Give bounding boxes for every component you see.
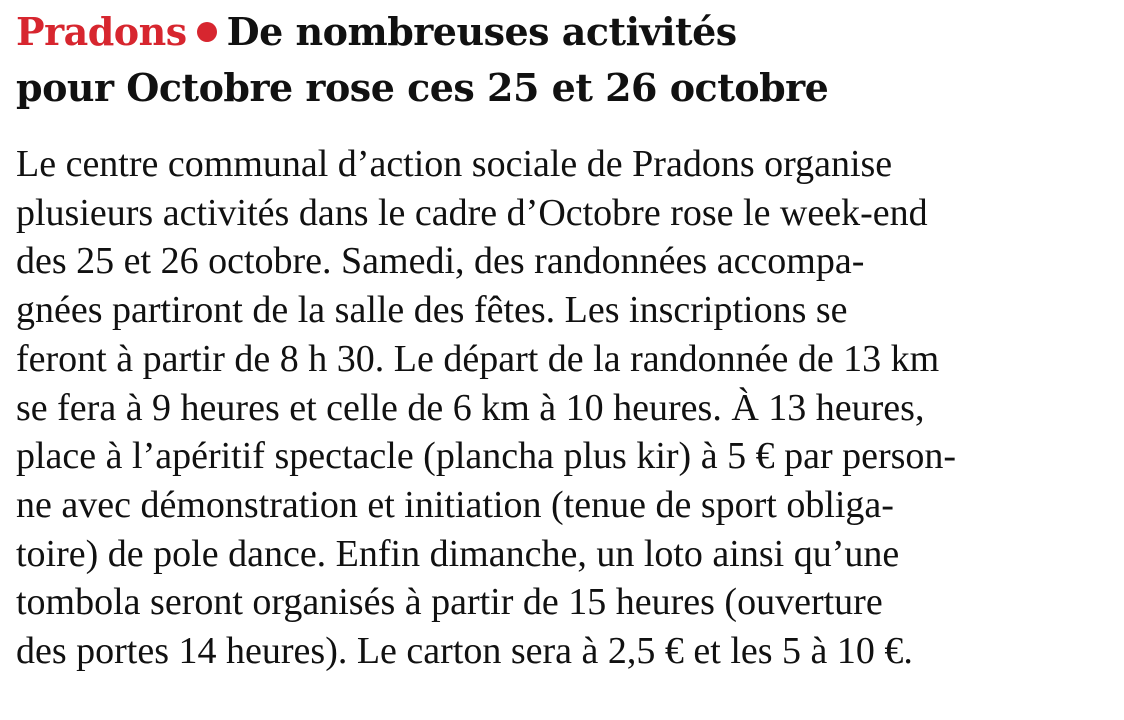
body-line: gnées partiront de la salle des fêtes. Les inscriptions se xyxy=(16,289,848,332)
body-line: tombola seront organisés à partir de 15 heures (ouverture xyxy=(16,581,883,624)
article-body xyxy=(16,140,1116,676)
body-line: se fera à 9 heures et celle de 6 km à 10 heures. À 13 heures, xyxy=(16,386,925,429)
headline-title-line-2: pour Octobre rose ces 25 et 26 octobre xyxy=(16,65,829,110)
body-line: place à l’apéritif spectacle (plancha plus kir) à 5 € par person- xyxy=(16,435,957,478)
body-line: Le centre communal d’action sociale de Pradons organise xyxy=(16,143,893,185)
body-line: des portes 14 heures). Le carton sera à 2,5 € et les 5 à 10 €. xyxy=(16,630,913,673)
news-article xyxy=(16,4,1116,676)
headline-kicker: Pradons xyxy=(16,9,187,54)
body-line: des 25 et 26 octobre. Samedi, des randonnées accompa- xyxy=(16,240,865,283)
headline-title-line-1: De nombreuses activités xyxy=(226,9,737,54)
body-line: ne avec démonstration et initiation (tenue de sport obliga- xyxy=(16,483,894,526)
bullet-dot-icon xyxy=(197,22,217,42)
headline xyxy=(16,4,1116,116)
body-line: feront à partir de 8 h 30. Le départ de la randonnée de 13 km xyxy=(16,337,940,380)
body-line: plusieurs activités dans le cadre d’Octobre rose le week-end xyxy=(16,191,928,234)
body-line: toire) de pole dance. Enfin dimanche, un loto ainsi qu’une xyxy=(16,532,900,575)
